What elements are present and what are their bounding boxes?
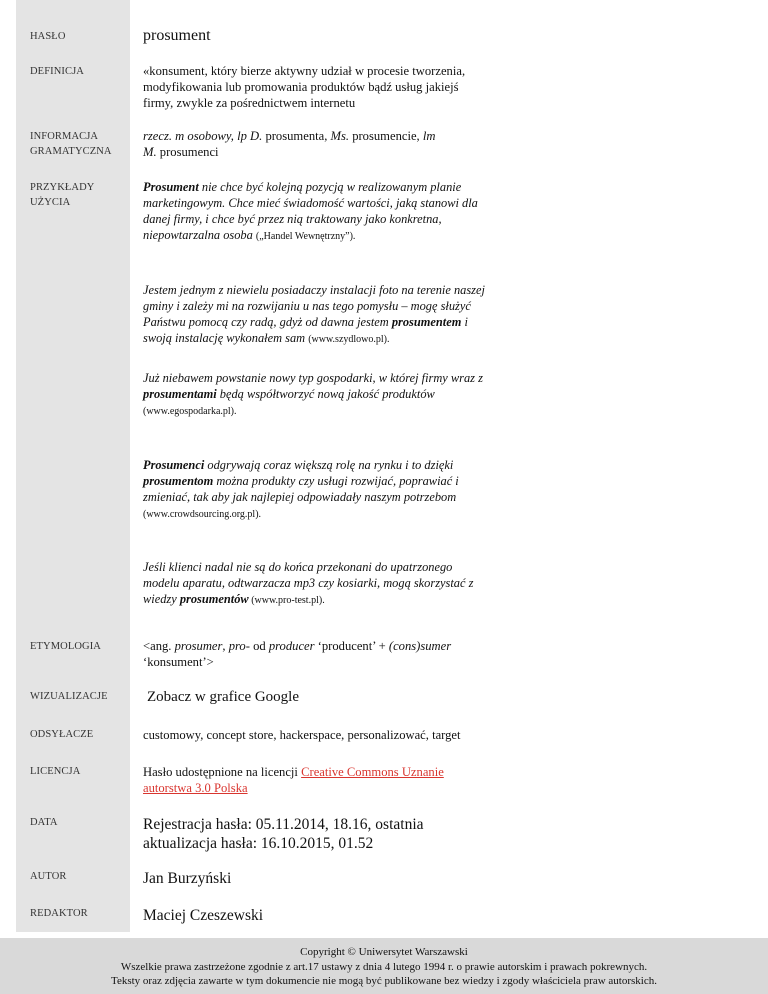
example-source: (www.crowdsourcing.org.pl). xyxy=(143,509,262,520)
label-wizualizacje: WIZUALIZACJE xyxy=(30,691,108,702)
label-definicja: DEFINICJA xyxy=(30,66,84,77)
example-text: prosumentami xyxy=(143,387,217,401)
date-registration: Rejestracja hasła: 05.11.2014, 18.16, ostatnia xyxy=(143,816,424,833)
label-informacja-gramatyczna xyxy=(30,129,112,159)
grammar-part: prosumenci xyxy=(156,145,219,159)
grammar-part: rzecz. m osobowy, lp D. xyxy=(143,129,263,143)
date-info xyxy=(143,815,488,853)
example-text: i swoją instalację wykonałem sam xyxy=(143,315,468,345)
label-etymologia: ETYMOLOGIA xyxy=(30,641,101,652)
label-informacja-line2: GRAMATYCZNA xyxy=(30,146,112,157)
example-2 xyxy=(143,282,488,348)
footer-line: Teksty oraz zdjęcia zawarte w tym dokumencie nie mogą być publikowane bez wiedzy i zgody właściciela praw autorskich. xyxy=(111,975,657,987)
etymology-part: <ang. xyxy=(143,639,175,653)
etymology-part: producer xyxy=(268,639,315,653)
label-data: DATA xyxy=(30,817,58,828)
example-text: będą współtworzyć nową jakość produktów xyxy=(216,387,435,401)
example-text: prosumentem xyxy=(391,315,462,329)
etymology-part: od xyxy=(249,639,269,653)
etymology-part: , xyxy=(222,639,229,653)
grammar-part: lm xyxy=(422,129,436,143)
label-odsylacze: ODSYŁACZE xyxy=(30,729,94,740)
example-text: prosumentom xyxy=(143,474,214,488)
example-text: Prosument xyxy=(143,180,199,194)
license-link[interactable]: Creative Commons Uznanie xyxy=(301,765,444,779)
label-haslo: HASŁO xyxy=(30,31,66,42)
etymology xyxy=(143,638,488,670)
copyright-footer xyxy=(0,938,768,994)
example-text: nie chce być kolejną pozycją w realizowanym planie marketingowym. Chce mieć świadomość wartości, jaką stanowi dla danej firmy, i chce być przez nią traktowany jako konkretna, niepowtarzalna osoba xyxy=(143,180,478,242)
example-source: („Handel Wewnętrzny”). xyxy=(255,231,356,242)
author: Jan Burzyński xyxy=(143,870,232,887)
label-informacja-line1: INFORMACJA xyxy=(30,131,99,142)
example-source: (www.egospodarka.pl). xyxy=(143,406,237,417)
example-source: (www.pro-test.pl). xyxy=(248,595,325,606)
grammar-part: M. xyxy=(143,145,157,159)
label-przyklady-uzycia xyxy=(30,180,95,210)
example-text: Już niebawem powstanie nowy typ gospodarki, w której firmy wraz z xyxy=(143,371,483,385)
example-4 xyxy=(143,457,463,523)
etymology-part: ‘konsument’> xyxy=(143,655,214,669)
label-column xyxy=(16,0,130,932)
definition: «konsument, który bierze aktywny udział w procesie tworzenia, modyfikowania lub promowania produktów bądź usług jakiejś firmy, zwykle za pośrednictwem internetu xyxy=(143,64,466,110)
license-link[interactable]: autorstwa 3.0 Polska xyxy=(143,781,248,795)
example-text: Jeśli klienci nadal nie są do końca przekonani do upatrzonego modelu aparatu, odtwarzacza mp3 czy kosiarki, mogą skorzystać z wiedzy xyxy=(143,560,474,606)
grammar-part: Ms. xyxy=(330,129,350,143)
license xyxy=(143,764,488,796)
grammar-part: prosumenta, xyxy=(262,129,331,143)
label-licencja: LICENCJA xyxy=(30,766,81,777)
example-text: Jestem jednym z niewielu posiadaczy instalacji foto na terenie naszej gminy i zależy mi na rozwijaniu u nas tego pomysłu – mogę służyć Państwu pomocą czy radą, gdyż od dawna jestem xyxy=(143,283,485,329)
example-3 xyxy=(143,370,488,420)
grammar-part: prosumencie, xyxy=(349,129,423,143)
google-images-link[interactable]: Zobacz w grafice Google xyxy=(147,689,300,705)
headword: prosument xyxy=(143,27,211,44)
footer-line: Wszelkie prawa zastrzeżone zgodnie z art.17 ustawy z dnia 4 lutego 1994 r. o prawie autorskim i prawach pokrewnych. xyxy=(120,960,648,973)
label-autor: AUTOR xyxy=(30,871,67,882)
etymology-part: ‘producent’ + xyxy=(314,639,389,653)
example-text: można produkty czy usługi rozwijać, poprawiać i zmieniać, tak aby jak najlepiej odpowiadały naszym potrzebom xyxy=(143,474,459,504)
editor: Maciej Czeszewski xyxy=(143,907,264,924)
example-text: Prosumenci xyxy=(143,458,205,472)
cross-references: customowy, concept store, hackerspace, personalizować, target xyxy=(143,728,461,742)
license-text: Hasło udostępnione na licencji xyxy=(143,765,302,779)
etymology-part: prosumer xyxy=(174,639,223,653)
grammar-info xyxy=(143,128,463,160)
example-source: (www.szydlowo.pl). xyxy=(308,334,390,345)
etymology-part: (cons)sumer xyxy=(388,639,452,653)
example-5 xyxy=(143,559,488,609)
date-update: aktualizacja hasła: 16.10.2015, 01.52 xyxy=(143,835,374,852)
label-przyklady-line2: UŻYCIA xyxy=(30,197,71,208)
footer-line: Copyright © Uniwersytet Warszawski xyxy=(300,946,468,958)
example-text: prosumentów xyxy=(179,592,249,606)
label-redaktor: REDAKTOR xyxy=(30,908,88,919)
example-text: odgrywają coraz większą rolę na rynku i to dzięki xyxy=(204,458,454,472)
label-przyklady-line1: PRZYKŁADY xyxy=(30,182,95,193)
etymology-part: pro- xyxy=(228,639,250,653)
example-1 xyxy=(143,179,483,245)
